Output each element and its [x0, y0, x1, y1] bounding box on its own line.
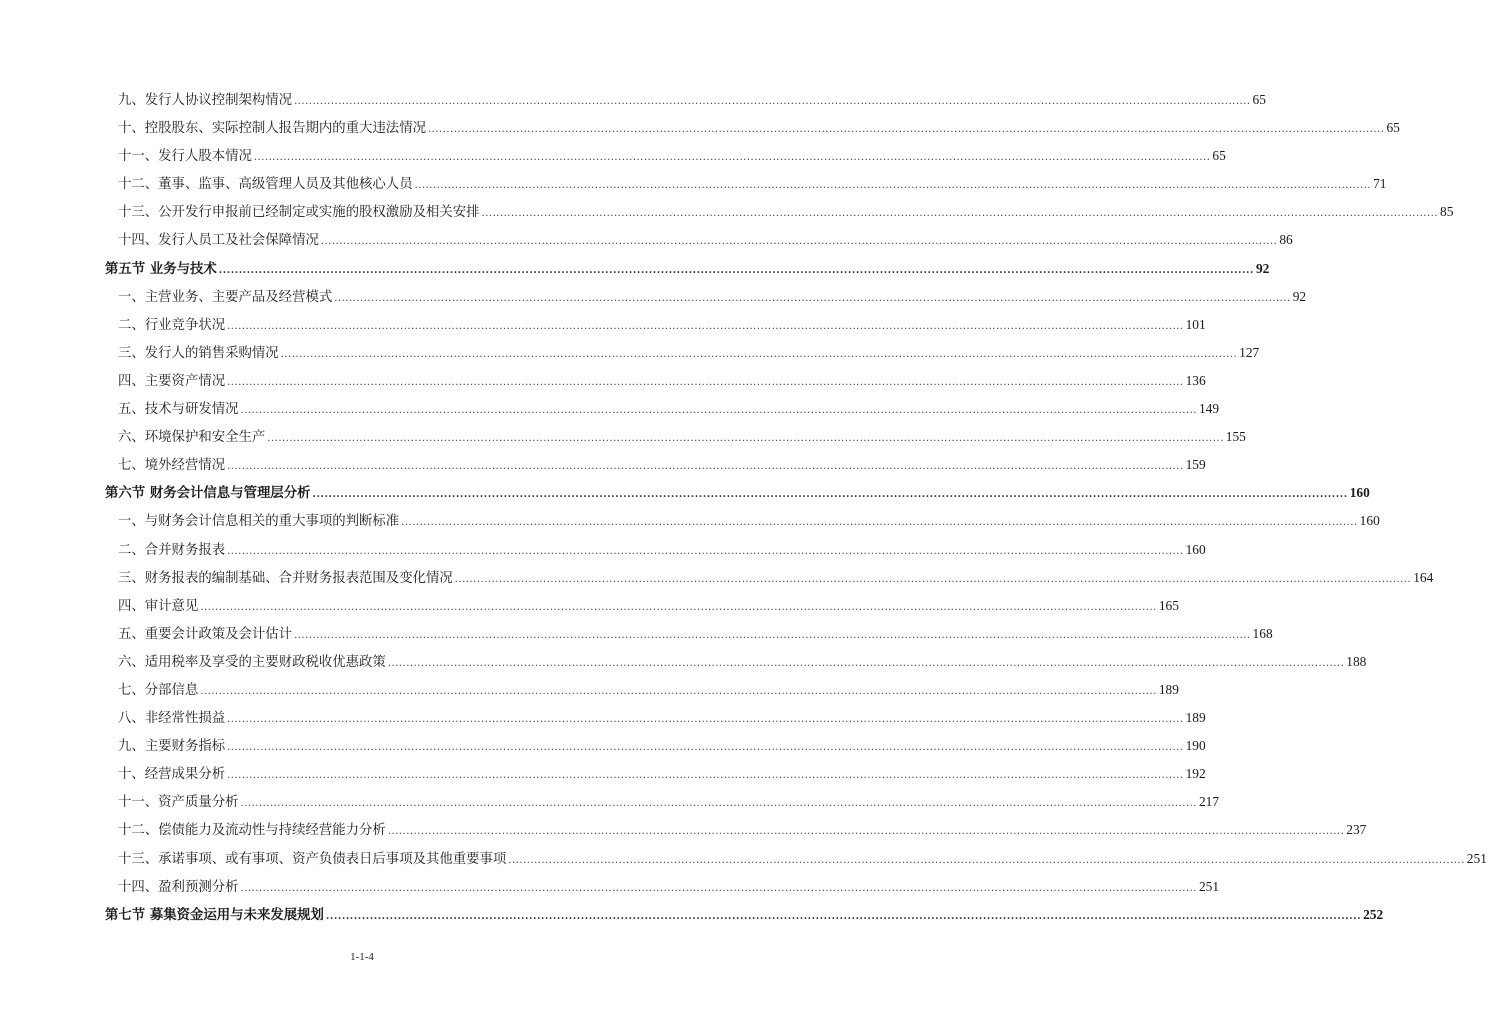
toc-entry[interactable]: [105, 367, 1206, 395]
toc-page-number: 65: [1212, 148, 1226, 164]
toc-leader-dots: ....................................................................................................................................................................................................................................................................: [481, 208, 1439, 220]
toc-page-number: 188: [1346, 653, 1367, 669]
toc-section-entry[interactable]: [105, 479, 1370, 507]
toc-page-number: 237: [1346, 822, 1367, 838]
toc-entry[interactable]: [105, 536, 1206, 564]
toc-entry[interactable]: [105, 845, 1487, 873]
toc-entry-title: 一、与财务会计信息相关的重大事项的判断标准: [118, 514, 400, 530]
toc-entry-title: 四、审计意见: [118, 598, 199, 614]
toc-page-number: 71: [1373, 176, 1387, 192]
toc-entry[interactable]: [105, 86, 1266, 114]
toc-entry[interactable]: [105, 226, 1293, 254]
toc-page-number: 160: [1349, 485, 1370, 501]
toc-entry[interactable]: [105, 339, 1260, 367]
toc-entry[interactable]: [105, 676, 1179, 704]
toc-leader-dots: ....................................................................................................................................................................................................................................................................: [414, 180, 1372, 192]
toc-page-number: 252: [1363, 906, 1384, 922]
toc-section-entry[interactable]: [105, 901, 1384, 929]
toc-page-number: 136: [1185, 372, 1206, 388]
toc-page-number: 85: [1440, 204, 1454, 220]
toc-entry[interactable]: [105, 732, 1206, 760]
toc-entry[interactable]: [105, 704, 1206, 732]
toc-entry[interactable]: [105, 592, 1179, 620]
toc-entry-title: 七、境外经营情况: [118, 458, 226, 474]
toc-page-number: 160: [1359, 513, 1380, 529]
toc-leader-dots: ....................................................................................................................................................................................................................................................................: [227, 461, 1184, 473]
toc-leader-dots: ....................................................................................................................................................................................................................................................................: [312, 489, 1348, 501]
toc-entry-title: 十一、发行人股本情况: [118, 149, 252, 165]
toc-section-entry[interactable]: [105, 255, 1270, 283]
toc-entry-title: 五、技术与研发情况: [118, 402, 239, 418]
toc-leader-dots: ....................................................................................................................................................................................................................................................................: [267, 433, 1224, 445]
toc-leader-dots: ....................................................................................................................................................................................................................................................................: [227, 770, 1184, 782]
toc-entry[interactable]: [105, 760, 1206, 788]
toc-entry-title: 十四、盈利预测分析: [118, 879, 239, 895]
toc-page-number: 190: [1185, 738, 1206, 754]
toc-page-number: 168: [1252, 625, 1273, 641]
toc-leader-dots: ....................................................................................................................................................................................................................................................................: [200, 601, 1157, 613]
toc-entry[interactable]: [105, 873, 1220, 901]
toc-entry-title: 十二、董事、监事、高级管理人员及其他核心人员: [118, 177, 413, 193]
toc-page-number: 217: [1198, 794, 1220, 810]
toc-entry-title: 十、控股股东、实际控制人报告期内的重大违法情况: [118, 121, 426, 137]
toc-entry-title: 四、主要资产情况: [118, 373, 226, 389]
toc-entry-title: 十三、公开发行申报前已经制定或实施的股权激励及相关安排: [118, 205, 480, 221]
toc-leader-dots: ....................................................................................................................................................................................................................................................................: [200, 685, 1157, 697]
toc-entry-title: 三、财务报表的编制基础、合并财务报表范围及变化情况: [118, 570, 453, 586]
toc-page-number: 251: [1198, 878, 1220, 894]
toc-entry-title: 三、发行人的销售采购情况: [118, 345, 279, 361]
page-footer: 1-1-4: [350, 951, 374, 963]
toc-leader-dots: ....................................................................................................................................................................................................................................................................: [401, 517, 1358, 529]
toc-page-number: 65: [1252, 92, 1266, 107]
toc-page-number: 149: [1198, 401, 1220, 417]
toc-page-number: 92: [1292, 288, 1307, 304]
toc-leader-dots: ....................................................................................................................................................................................................................................................................: [387, 826, 1345, 838]
toc-page-number: 159: [1185, 457, 1206, 473]
toc-entry[interactable]: [105, 451, 1206, 479]
toc-entry-title: 第五节 业务与技术: [105, 260, 217, 277]
toc-entry-title: 九、主要财务指标: [118, 739, 226, 755]
toc-page-number: 65: [1386, 120, 1400, 136]
toc-entry-title: 二、行业竞争状况: [118, 317, 226, 333]
toc-entry-title: 十三、承诺事项、或有事项、资产负债表日后事项及其他重要事项: [118, 851, 507, 867]
toc-page-number: 127: [1239, 344, 1260, 360]
toc-entry[interactable]: [105, 816, 1367, 844]
toc-entry[interactable]: [105, 142, 1226, 170]
toc-leader-dots: ....................................................................................................................................................................................................................................................................: [294, 629, 1251, 641]
toc-entry[interactable]: [105, 507, 1380, 535]
toc-entry[interactable]: [105, 788, 1220, 816]
toc-leader-dots: ....................................................................................................................................................................................................................................................................: [227, 714, 1184, 726]
toc-leader-dots: ....................................................................................................................................................................................................................................................................: [240, 882, 1197, 894]
table-of-contents: [105, 86, 1487, 929]
toc-page-number: 155: [1225, 429, 1246, 445]
toc-leader-dots: ....................................................................................................................................................................................................................................................................: [320, 236, 1278, 248]
toc-leader-dots: ....................................................................................................................................................................................................................................................................: [227, 320, 1184, 332]
toc-page-number: 189: [1185, 710, 1206, 726]
toc-page-number: 92: [1255, 260, 1270, 276]
toc-entry-title: 五、重要会计政策及会计估计: [118, 626, 293, 642]
toc-entry-title: 第六节 财务会计信息与管理层分析: [105, 485, 311, 502]
toc-entry[interactable]: [105, 198, 1454, 226]
toc-leader-dots: ....................................................................................................................................................................................................................................................................: [334, 292, 1291, 304]
toc-entry[interactable]: [105, 114, 1400, 142]
toc-entry[interactable]: [105, 564, 1434, 592]
toc-leader-dots: ....................................................................................................................................................................................................................................................................: [387, 657, 1345, 669]
toc-leader-dots: ....................................................................................................................................................................................................................................................................: [227, 376, 1184, 388]
toc-page-number: 101: [1185, 316, 1206, 332]
toc-leader-dots: ....................................................................................................................................................................................................................................................................: [454, 573, 1412, 585]
toc-entry-title: 八、非经常性损益: [118, 711, 226, 727]
toc-entry-title: 十四、发行人员工及社会保障情况: [118, 233, 319, 249]
toc-leader-dots: ....................................................................................................................................................................................................................................................................: [240, 798, 1197, 810]
toc-entry[interactable]: [105, 648, 1367, 676]
toc-entry[interactable]: [105, 423, 1246, 451]
toc-page-number: 86: [1279, 232, 1293, 248]
toc-entry-title: 七、分部信息: [118, 682, 199, 698]
toc-page-number: 160: [1185, 541, 1206, 557]
toc-entry-title: 九、发行人协议控制架构情况: [118, 93, 293, 108]
toc-leader-dots: ....................................................................................................................................................................................................................................................................: [280, 348, 1238, 360]
toc-entry[interactable]: [105, 283, 1307, 311]
toc-entry-title: 十、经营成果分析: [118, 767, 226, 783]
toc-entry[interactable]: [105, 620, 1273, 648]
toc-leader-dots: ....................................................................................................................................................................................................................................................................: [240, 405, 1197, 417]
toc-leader-dots: ....................................................................................................................................................................................................................................................................: [508, 854, 1465, 866]
toc-leader-dots: ....................................................................................................................................................................................................................................................................: [227, 545, 1184, 557]
toc-page-number: 192: [1185, 766, 1206, 782]
toc-entry-title: 十二、偿债能力及流动性与持续经营能力分析: [118, 823, 386, 839]
toc-entry-title: 二、合并财务报表: [118, 542, 226, 558]
toc-entry[interactable]: [105, 170, 1387, 198]
toc-leader-dots: ....................................................................................................................................................................................................................................................................: [227, 742, 1184, 754]
toc-leader-dots: ....................................................................................................................................................................................................................................................................: [218, 264, 1254, 276]
toc-page-number: 189: [1158, 681, 1179, 697]
toc-leader-dots: ....................................................................................................................................................................................................................................................................: [427, 124, 1385, 136]
toc-entry[interactable]: [105, 395, 1220, 423]
toc-leader-dots: ....................................................................................................................................................................................................................................................................: [325, 910, 1362, 922]
toc-leader-dots: ....................................................................................................................................................................................................................................................................: [253, 152, 1211, 164]
toc-entry-title: 六、适用税率及享受的主要财政税收优惠政策: [118, 654, 386, 670]
toc-page-number: 165: [1158, 597, 1179, 613]
toc-page-number: 164: [1413, 569, 1434, 585]
toc-page-number: 251: [1466, 850, 1487, 866]
toc-entry-title: 一、主营业务、主要产品及经营模式: [118, 289, 333, 305]
toc-entry[interactable]: [105, 311, 1206, 339]
toc-entry-title: 十一、资产质量分析: [118, 795, 239, 811]
toc-entry-title: 六、环境保护和安全生产: [118, 430, 266, 446]
toc-leader-dots: ....................................................................................................................................................................................................................................................................: [294, 96, 1251, 107]
toc-entry-title: 第七节 募集资金运用与未来发展规划: [105, 906, 324, 923]
